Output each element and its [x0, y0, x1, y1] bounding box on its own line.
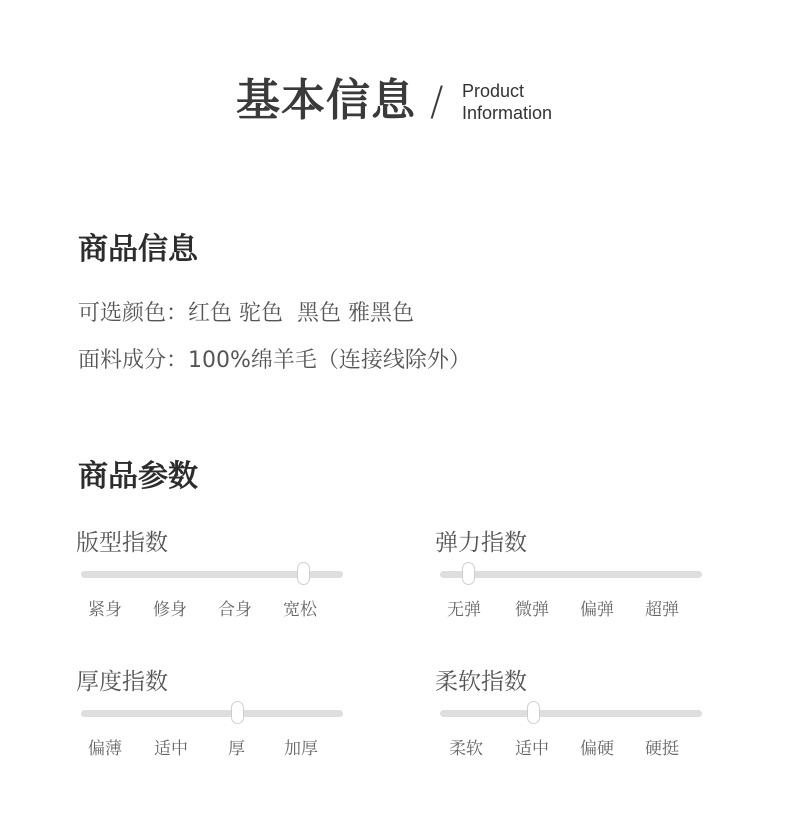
scale-label: 无弹: [447, 600, 481, 620]
scale-label: 硬挺: [645, 739, 679, 759]
scale-label: 超弹: [645, 600, 679, 620]
slider-knob: [231, 701, 244, 724]
scale-label: 宽松: [283, 600, 317, 620]
param-title: 版型指数: [76, 530, 168, 556]
scale-label: 微弹: [515, 600, 549, 620]
slider-track: [440, 571, 702, 578]
slider-knob: [297, 562, 310, 585]
scale-label: 偏硬: [580, 739, 614, 759]
page-title: 基本信息: [236, 75, 416, 126]
param-title: 弹力指数: [435, 530, 527, 556]
param-title: 厚度指数: [76, 669, 168, 695]
scale-label: 厚: [228, 739, 245, 759]
scale-label: 适中: [515, 739, 549, 759]
fabric-composition: 面料成分：100%绵羊毛（连接线除外）: [78, 348, 471, 373]
product-params-heading: 商品参数: [78, 459, 198, 494]
param-thickness-index: [76, 663, 376, 763]
param-elasticity-index: [435, 524, 735, 624]
param-softness-index: [435, 663, 735, 763]
param-fit-index: [76, 524, 376, 624]
english-subtitle-line-1: Product: [462, 81, 525, 101]
slider-knob: [527, 701, 540, 724]
product-info-heading: 商品信息: [78, 232, 198, 267]
scale-label: 修身: [153, 600, 187, 620]
english-subtitle: [462, 80, 552, 124]
title-divider: /: [430, 79, 444, 125]
scale-label: 适中: [154, 739, 188, 759]
slider-knob: [462, 562, 475, 585]
english-subtitle-line-2: Information: [462, 103, 553, 123]
slider-track: [440, 710, 702, 717]
param-title: 柔软指数: [435, 669, 527, 695]
scale-label: 偏薄: [88, 739, 122, 759]
available-colors: 可选颜色：红色 驼色 黑色 雅黑色: [78, 301, 414, 326]
slider-track: [81, 710, 343, 717]
scale-label: 加厚: [284, 739, 318, 759]
scale-label: 柔软: [449, 739, 483, 759]
scale-label: 合身: [218, 600, 252, 620]
scale-label: 紧身: [88, 600, 122, 620]
scale-label: 偏弹: [580, 600, 614, 620]
page-header: [0, 70, 790, 140]
